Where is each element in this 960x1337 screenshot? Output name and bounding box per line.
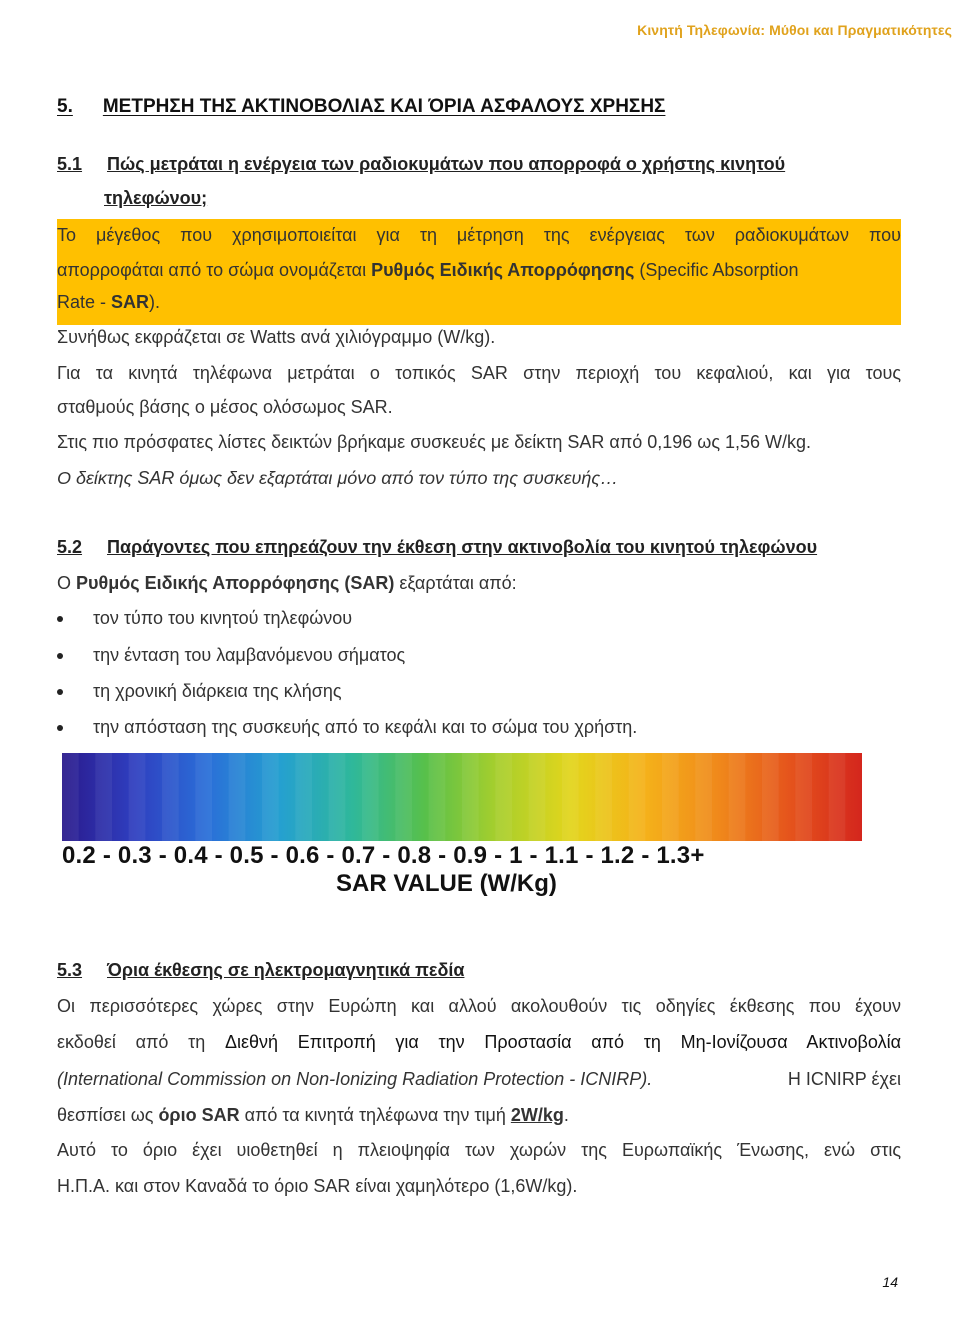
list-item-text: τον τύπο του κινητού τηλεφώνου xyxy=(93,608,353,628)
s53-p2-line2: Η.Π.Α. και στον Καναδά το όριο SAR είναι χαμηλότερο (1,6W/kg). xyxy=(57,1176,578,1196)
bullet-icon xyxy=(57,725,63,731)
icnirp-english-name: (International Commission on Non-Ionizing Radiation Protection - ICNIRP). xyxy=(57,1069,653,1089)
sar-limit-term: όριο SAR xyxy=(158,1105,240,1125)
p3-line1: Για τα κινητά τηλέφωνα μετράται ο τοπικός SAR στην περιοχή του κεφαλιού, και για τους xyxy=(57,363,901,383)
section-5-heading xyxy=(57,96,665,118)
p5: Ο δείκτης SAR όμως δεν εξαρτάται μόνο από τον τύπο της συσκευής… xyxy=(57,468,619,488)
sar-band xyxy=(429,753,446,841)
intro-sar-term: Ρυθμός Ειδικής Απορρόφησης (SAR) xyxy=(76,573,395,593)
section-5-1-number: 5.1 xyxy=(57,154,83,174)
p1-line3-text: Rate - xyxy=(57,292,112,312)
sar-band xyxy=(295,753,312,841)
s53-p1-line4-text: θεσπίσει ως xyxy=(57,1105,159,1125)
sar-band xyxy=(395,753,412,841)
bullet-icon xyxy=(57,689,63,695)
p4: Στις πιο πρόσφατες λίστες δεικτών βρήκαμε συσκευές με δείκτη SAR από 0,196 ως 1,56 W/kg. xyxy=(57,432,812,452)
s53-p2-line1: Αυτό το όριο έχει υιοθετηθεί η πλειοψηφία των χωρών της Ευρωπαϊκής Ένωσης, ενώ στις xyxy=(57,1140,901,1160)
s53-p1-line2 xyxy=(57,1032,901,1053)
list-item-text: την ένταση του λαμβανόμενου σήματος xyxy=(93,645,406,665)
sar-band xyxy=(595,753,612,841)
section-5-2-heading xyxy=(57,537,817,558)
sar-band xyxy=(229,753,246,841)
section-5-1-title-line2: τηλεφώνου; xyxy=(104,188,208,208)
sar-band xyxy=(729,753,746,841)
sar-color-scale xyxy=(62,753,862,841)
p1-line2-text: απορροφάται από το σώμα ονομάζεται xyxy=(57,260,372,280)
sar-band xyxy=(695,753,712,841)
intro-end: εξαρτάται από: xyxy=(394,573,517,593)
sar-limit-value: 2W/kg xyxy=(510,1105,564,1125)
s53-p1-line3-end: Η ICNIRP έχει xyxy=(787,1069,901,1089)
s53-p1-line1: Οι περισσότερες χώρες στην Ευρώπη και αλλού ακολουθούν τις οδηγίες έκθεσης που έχουν xyxy=(57,996,901,1016)
p1-line2 xyxy=(57,260,798,281)
sar-band xyxy=(129,753,146,841)
sar-band xyxy=(195,753,212,841)
sar-scale-label: SAR VALUE (W/Kg) xyxy=(336,870,557,897)
icnirp-greek-name: Διεθνή Επιτροπή για την Προστασία από τη Μη-Ιονίζουσα Ακτινοβολία xyxy=(224,1032,901,1052)
sar-band xyxy=(162,753,179,841)
list-item-text: την απόσταση της συσκευής από το κεφάλι και το σώμα του χρήστη. xyxy=(93,717,638,737)
sar-band xyxy=(462,753,479,841)
sar-band xyxy=(829,753,846,841)
section-5-title: ΜΕΤΡΗΣΗ ΤΗΣ ΑΚΤΙΝΟΒΟΛΙΑΣ ΚΑΙ ΌΡΙΑ ΑΣΦΑΛΟΥΣ ΧΡΗΣΗΣ xyxy=(102,96,666,117)
sar-band xyxy=(662,753,679,841)
s53-p1-line3 xyxy=(57,1069,901,1090)
sar-band xyxy=(262,753,279,841)
sar-term-english: (Specific Absorption xyxy=(634,260,799,280)
sar-abbrev: SAR xyxy=(111,292,150,312)
p3-line2: σταθμούς βάσης ο μέσος ολόσωμος SAR. xyxy=(57,397,393,417)
section-5-2-number: 5.2 xyxy=(57,537,83,557)
sar-band xyxy=(529,753,546,841)
section-5-2-title: Παράγοντες που επηρεάζουν την έκθεση στην ακτινοβολία του κινητού τηλεφώνου xyxy=(107,537,818,557)
section-5-3-number: 5.3 xyxy=(57,960,83,980)
section-5-1-title-line1: Πώς μετράται η ενέργεια των ραδιοκυμάτων που απορροφά ο χρήστης κινητού xyxy=(107,154,786,174)
sar-band xyxy=(329,753,346,841)
s53-p1-line4 xyxy=(57,1105,569,1126)
running-head: Κινητή Τηλεφωνία: Μύθοι και Πραγματικότητες xyxy=(637,22,952,38)
sar-band xyxy=(795,753,812,841)
p1-line3-end: ). xyxy=(149,292,161,312)
list-item-text: τη χρονική διάρκεια της κλήσης xyxy=(93,681,342,701)
sar-band xyxy=(95,753,112,841)
section-5-3-heading xyxy=(57,960,464,981)
sar-term-greek: Ρυθμός Ειδικής Απορρόφησης xyxy=(371,260,635,280)
p2: Συνήθως εκφράζεται σε Watts ανά χιλιόγραμμο (W/kg). xyxy=(57,327,496,347)
s53-p1-line2-text: εκδοθεί από τη xyxy=(57,1032,225,1052)
section-5-2-intro xyxy=(57,573,517,594)
sar-band xyxy=(62,753,79,841)
bullet-icon xyxy=(57,653,63,659)
sar-band xyxy=(362,753,379,841)
sar-band xyxy=(762,753,779,841)
p1-line1: Το μέγεθος που χρησιμοποιείται για τη μέτρηση της ενέργειας των ραδιοκυμάτων που xyxy=(57,225,901,245)
intro-text: Ο xyxy=(57,573,77,593)
sar-band xyxy=(495,753,512,841)
section-5-3-title: Όρια έκθεσης σε ηλεκτρομαγνητικά πεδία xyxy=(107,960,465,980)
s53-p1-line4-mid: από τα κινητά τηλέφωνα την τιμή xyxy=(239,1105,511,1125)
page-number: 14 xyxy=(882,1274,898,1290)
section-5-1-heading xyxy=(57,154,785,175)
p1-line3 xyxy=(57,292,160,313)
sar-band xyxy=(629,753,646,841)
bullet-icon xyxy=(57,616,63,622)
section-5-number: 5. xyxy=(57,96,73,117)
s53-p1-line4-end: . xyxy=(563,1105,569,1125)
sar-band xyxy=(562,753,579,841)
sar-scale-ticks: 0.2 - 0.3 - 0.4 - 0.5 - 0.6 - 0.7 - 0.8 - 0.9 - 1 - 1.1 - 1.2 - 1.3+ xyxy=(62,842,705,869)
